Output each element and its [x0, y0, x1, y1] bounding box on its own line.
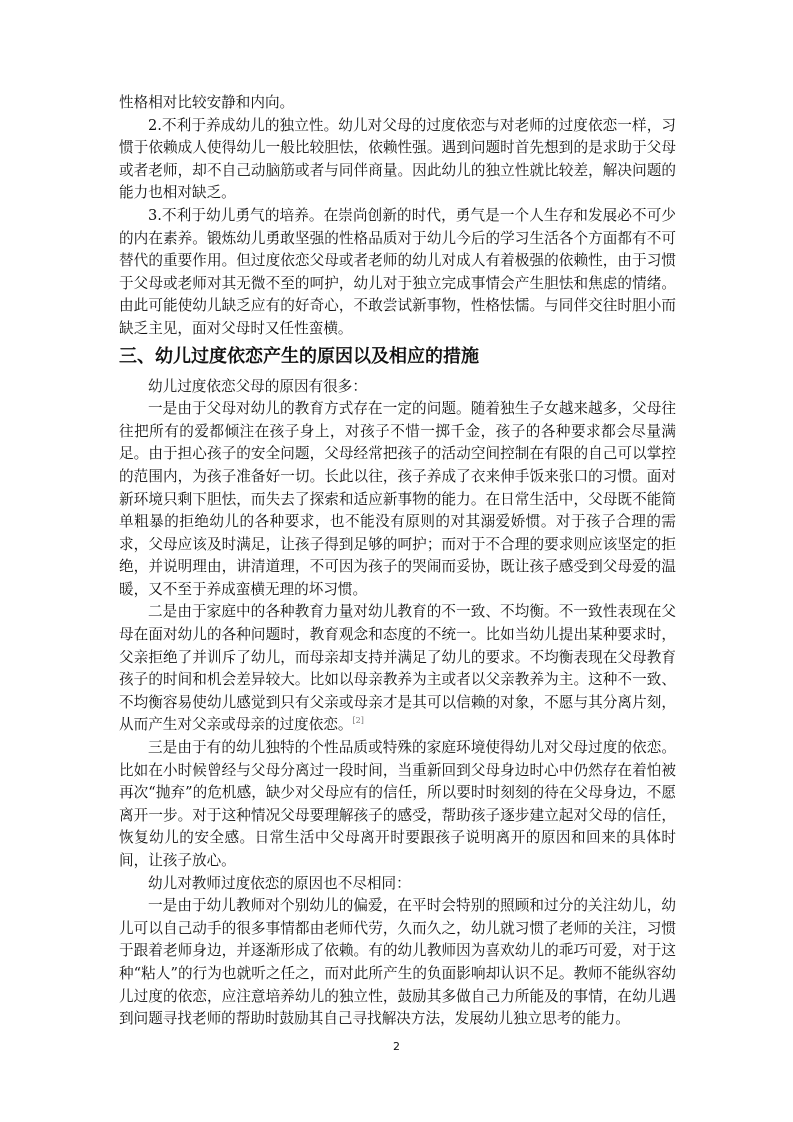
reason-one-paragraph: 一是由于父母对幼儿的教育方式存在一定的问题。随着独生子女越来越多，父母往往把所有的爱都倾注在孩子身上，对孩子不惜一掷千金，孩子的各种要求都会尽量满足。由于担心孩子的安全问题，父母经常把孩子的活动空间控制在有限的自己可以掌控的范围内，为孩子准备好一切。长此以往，孩子养成了衣来伸手饭来张口的习惯。面对新环境只剩下胆怯，而失去了探索和适应新事物的能力。在日常生活中，父母既不能简单粗暴的拒绝幼儿的各种要求，也不能没有原则的对其溺爱娇惯。对于孩子合理的需求，父母应该及时满足，让孩子得到足够的呵护；而对于不合理的要求则应该坚定的拒绝，并说明理由，讲清道理，不可因为孩子的哭闹而妥协，既让孩子感受到父母爱的温暖，又不至于养成蛮横无理的坏习惯。 — [119, 400, 676, 598]
reason-two-paragraph — [119, 601, 676, 737]
continuation-paragraph: 性格相对比较安静和内向。 — [119, 94, 295, 111]
teachers-intro-paragraph: 幼儿对教师过度依恋的原因也不尽相同： — [148, 874, 411, 892]
courage-paragraph: 3.不利于幼儿勇气的培养。在崇尚创新的时代，勇气是一个人生存和发展必不可少的内在素养。锻炼幼儿勇敢坚强的性格品质对于幼儿今后的学习生活各个方面都有不可替代的重要作用。但过度依恋父母或者老师的幼儿对成人有着极强的依赖性，由于习惯于父母或老师对其无微不至的呵护，幼儿对于独立完成事情会产生胆怯和焦虑的情绪。由此可能使幼儿缺乏应有的好奇心，不敢尝试新事物，性格怯懦。与同伴交往时胆小而缺乏主见，面对父母时又任性蛮横。 — [119, 206, 676, 337]
reason-two-text: 二是由于家庭中的各种教育力量对幼儿教育的不一致、不均衡。不一致性表现在父母在面对幼儿的各种问题时，教育观念和态度的不统一。比如当幼儿提出某种要求时，父亲拒绝了并训斥了幼儿，而母亲却支持并满足了幼儿的要求。不均衡表现在父母教育孩子的时间和机会差异较大。比如以母亲教养为主或者以父亲教养为主。这种不一致、不均衡容易使幼儿感觉到只有父亲或母亲才是其可以信赖的对象，不愿与其分离片刻，从而产生对父亲或母亲的过度依恋。 — [119, 603, 676, 734]
parents-intro-paragraph: 幼儿过度依恋父母的原因有很多： — [148, 377, 367, 395]
reason-three-paragraph: 三是由于有的幼儿独特的个性品质或特殊的家庭环境使得幼儿对父母过度的依恋。比如在小时候曾经与父母分离过一段时间，当重新回到父母身边时心中仍然存在着怕被再次“抛弃”的危机感，缺少对父母应有的信任，所以要时时刻刻的待在父母身边，不愿离开一步。对于这种情况父母要理解孩子的感受，帮助孩子逐步建立起对父母的信任，恢复幼儿的安全感。日常生活中父母离开时要跟孩子说明离开的原因和回来的具体时间，让孩子放心。 — [119, 739, 676, 869]
citation-ref: [2] — [352, 716, 364, 726]
teacher-reason-one-paragraph: 一是由于幼儿教师对个别幼儿的偏爱，在平时会特别的照顾和过分的关注幼儿，幼儿可以自己动手的很多事情都由老师代劳，久而久之，幼儿就习惯了老师的关注，习惯于跟着老师身边，并逐渐形成了依赖。有的幼儿教师因为喜欢幼儿的乖巧可爱，对于这种“粘人”的行为也就听之任之，而对此所产生的负面影响却认识不足。教师不能纵容幼儿过度的依恋，应注意培养幼儿的独立性，鼓励其多做自己力所能及的事情，在幼儿遇到问题寻找老师的帮助时鼓励其自己寻找解决方法，发展幼儿独立思考的能力。 — [119, 897, 676, 1028]
independence-paragraph: 2.不利于养成幼儿的独立性。幼儿对父母的过度依恋与对老师的过度依恋一样，习惯于依赖成人使得幼儿一般比较胆怯，依赖性强。遇到问题时首先想到的是求助于父母或者老师，却不自己动脑筋或者与同伴商量。因此幼儿的独立性就比较差，解决问题的能力也相对缺乏。 — [119, 116, 676, 202]
page-number: 2 — [393, 1040, 400, 1053]
document-page — [119, 92, 676, 1031]
section-heading: 三、幼儿过度依恋产生的原因以及相应的措施 — [119, 345, 479, 367]
